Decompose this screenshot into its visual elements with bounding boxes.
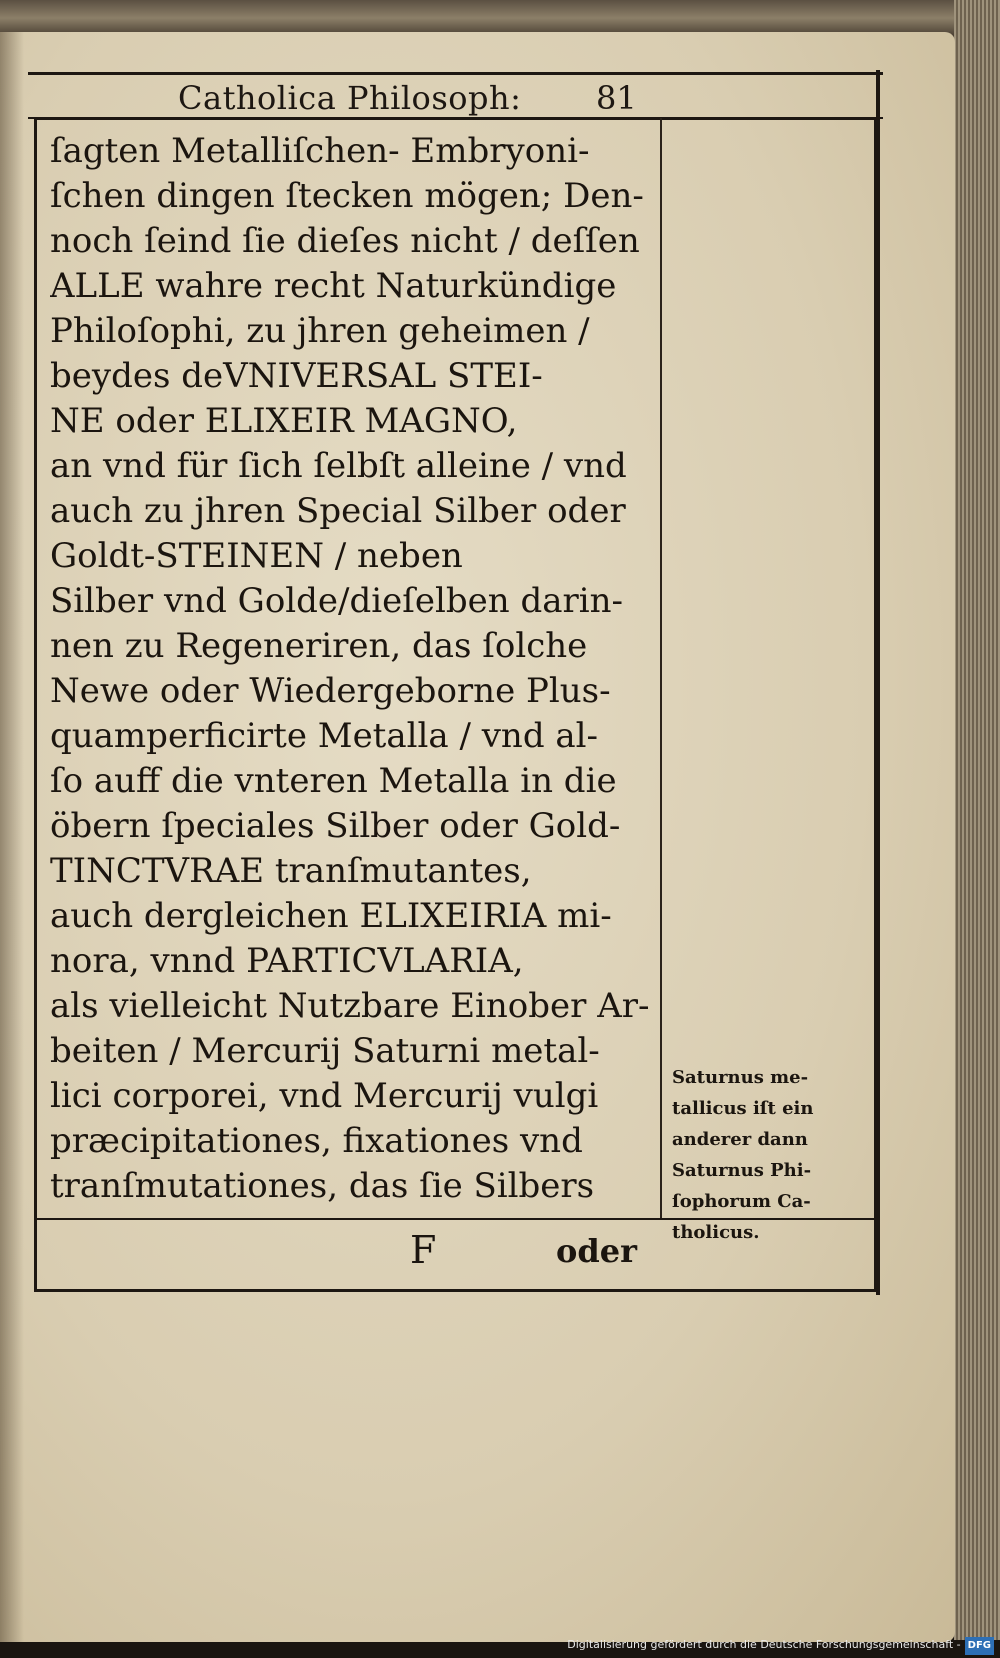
text-line: beiten / Mercurij Saturni metal- <box>50 1031 600 1071</box>
footer-rule <box>37 1218 874 1220</box>
marginal-note-line: Saturnus me- <box>672 1067 809 1088</box>
marginal-note-line: tallicus iſt ein <box>672 1098 814 1119</box>
marginal-note <box>672 1062 872 1243</box>
text-line: beydes deVNIVERSAL STEI- <box>50 356 543 396</box>
text-line: auch dergleichen ELIXEIRIA mi- <box>50 896 612 936</box>
text-line: NE oder ELIXEIR MAGNO, <box>50 401 518 441</box>
running-header <box>28 75 883 119</box>
text-line: öbern ſpeciales Silber oder Gold- <box>50 806 621 846</box>
text-line: noch ſeind ſie dieſes nicht / deſſen <box>50 221 640 261</box>
text-line: ſagten Metalliſchen- Embryoni- <box>50 131 590 171</box>
text-line: Newe oder Wiedergeborne Plus- <box>50 671 611 711</box>
margin-column-divider <box>660 118 662 1218</box>
text-line: ALLE wahre recht Naturkündige <box>50 266 617 306</box>
text-line: præcipitationes, fixationes vnd <box>50 1121 583 1161</box>
text-line: TINCTVRAE tranſmutantes, <box>50 851 532 891</box>
frame-right-rule <box>876 70 880 1295</box>
text-line: tranſmutationes, das ſie Silbers <box>50 1166 595 1206</box>
text-line: als vielleicht Nutzbare Einober Ar- <box>50 986 650 1026</box>
text-line: Goldt-STEINEN / neben <box>50 536 463 576</box>
text-line: Philoſophi, zu jhren geheimen / <box>50 311 590 351</box>
text-line: ſo auff die vnteren Metalla in die <box>50 761 617 801</box>
attribution-text: Digitalisierung gefördert durch die Deutsche Forschungsgemeinschaft - <box>567 1638 961 1651</box>
text-line: ſchen dingen ſtecken mögen; Den- <box>50 176 644 216</box>
running-title: Catholica Philosoph: <box>178 79 522 117</box>
gutter-shadow <box>0 32 24 1642</box>
page-fore-edge <box>954 0 1000 1640</box>
marginal-note-line: tholicus. <box>672 1222 760 1243</box>
signature-mark: F <box>410 1228 437 1272</box>
text-line: Silber vnd Golde/dieſelben darin- <box>50 581 623 621</box>
dfg-logo-icon: DFG <box>965 1637 994 1655</box>
text-line: nora, vnnd PARTICVLARIA, <box>50 941 524 981</box>
marginal-note-line: anderer dann <box>672 1129 808 1150</box>
text-line: lici corporei, vnd Mercurij vulgi <box>50 1076 599 1116</box>
marginal-note-line: Saturnus Phi- <box>672 1160 812 1181</box>
text-line: auch zu jhren Special Silber oder <box>50 491 626 531</box>
dfg-attribution <box>567 1636 994 1654</box>
catchword: oder <box>556 1232 637 1270</box>
body-text <box>50 128 650 1218</box>
marginal-note-line: ſophorum Ca- <box>672 1191 811 1212</box>
text-line: an vnd für ſich ſelbſt alleine / vnd <box>50 446 627 486</box>
text-line: quamperficirte Metalla / vnd al- <box>50 716 599 756</box>
text-line: nen zu Regeneriren, das ſolche <box>50 626 588 666</box>
page-number: 81 <box>596 79 637 117</box>
